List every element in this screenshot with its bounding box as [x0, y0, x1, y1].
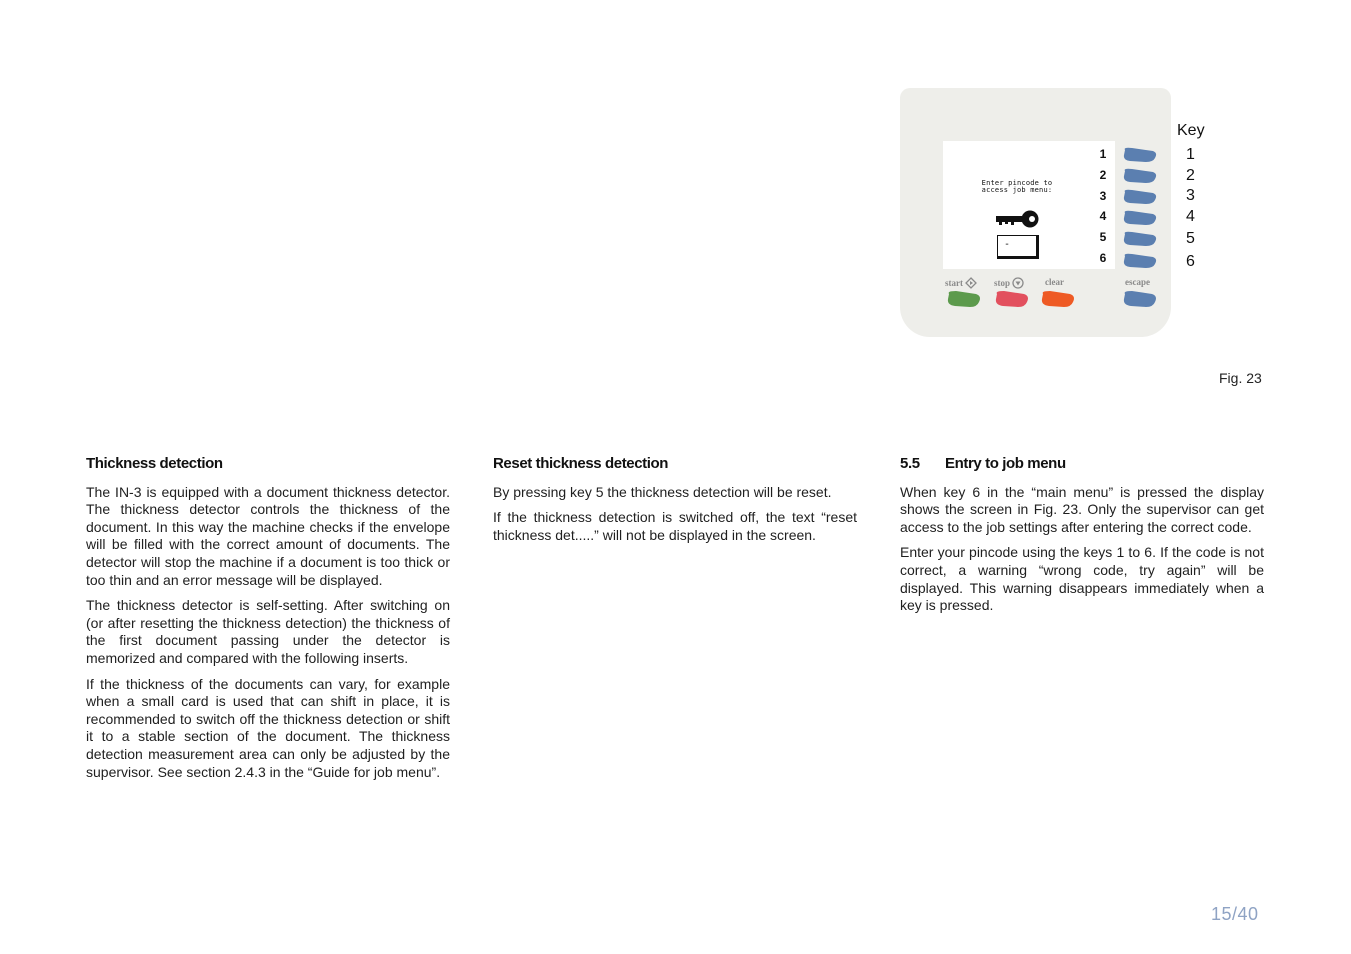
paragraph: The IN-3 is equipped with a document thickness detector. The thickness detector controls the thickness of the document. In this way the machine checks if the envelope will be filled with the correct amount of documents. The detector will stop the machine if a document is too thick or too thin and an error message will be displayed. — [86, 483, 450, 588]
screen-number-2: 2 — [1099, 168, 1107, 182]
key-legend-item: 5 — [1186, 230, 1195, 247]
key-legend-title: Key — [1177, 122, 1205, 139]
paragraph: If the thickness detection is switched off, the text “reset thickness det.....” will not be displayed in the screen. — [493, 509, 857, 543]
key-legend-item: 3 — [1186, 187, 1195, 204]
screen-prompt — [976, 180, 1058, 194]
stop-label — [994, 277, 1024, 289]
section-heading: Reset thickness detection — [493, 455, 669, 472]
escape-label — [1125, 277, 1150, 287]
section-heading — [900, 455, 1264, 473]
screen-number-1: 1 — [1099, 147, 1107, 161]
screen-number-6: 6 — [1099, 251, 1107, 265]
column-entry-job-menu — [900, 455, 1264, 623]
start-label-text: start — [945, 278, 963, 288]
section-number: 5.5 — [900, 455, 920, 472]
stop-label-text: stop — [994, 278, 1011, 288]
screen-prompt-line2: access job menu: — [981, 186, 1053, 194]
screen-number-4: 4 — [1099, 209, 1107, 223]
key-legend-item: 1 — [1186, 146, 1195, 163]
clear-label-text: clear — [1045, 277, 1064, 287]
section-heading-text: Entry to job menu — [945, 455, 1066, 472]
stop-circle-icon — [1012, 277, 1024, 289]
key-legend-item: 2 — [1186, 167, 1195, 184]
side-button-3[interactable] — [1122, 189, 1158, 205]
screen-prompt-line1: Enter pincode to — [981, 179, 1053, 187]
section-heading: Thickness detection — [86, 455, 223, 472]
paragraph: When key 6 in the “main menu” is pressed the display shows the screen in Fig. 23. Only the supervisor can get access to the job settings after entering the correct code. — [900, 483, 1264, 535]
clear-label — [1045, 277, 1064, 287]
side-button-2[interactable] — [1122, 168, 1158, 184]
escape-button[interactable] — [1122, 290, 1158, 308]
start-diamond-icon — [965, 277, 977, 289]
paragraph: The thickness detector is self-setting. After switching on (or after resetting the thickness detection) the thickness of the first document passing under the detector is memorized and compared with the following inserts. — [86, 597, 450, 666]
side-button-5[interactable] — [1122, 231, 1158, 247]
side-button-6[interactable] — [1122, 253, 1158, 269]
stop-button[interactable] — [994, 290, 1030, 308]
screen-number-3: 3 — [1099, 189, 1107, 203]
clear-button[interactable] — [1040, 290, 1076, 308]
start-button[interactable] — [946, 290, 982, 308]
pincode-input[interactable]: - — [997, 235, 1039, 259]
column-reset-thickness — [493, 455, 857, 552]
paragraph: If the thickness of the documents can vary, for example when a small card is used that can shift in place, it is recommended to switch off the thickness detection or shift it to a stable section of the document. The thickness detection measurement area can only be adjusted by the supervisor. See section 2.4.3 in the “Guide for job menu”. — [86, 675, 450, 780]
key-legend-item: 4 — [1186, 208, 1195, 225]
side-button-1[interactable] — [1122, 147, 1158, 163]
page-number: 15/40 — [1211, 904, 1259, 924]
escape-label-text: escape — [1125, 277, 1150, 287]
side-button-4[interactable] — [1122, 210, 1158, 226]
paragraph: Enter your pincode using the keys 1 to 6. If the code is not correct, a warning “wrong code, try again” will be displayed. This warning disappears immediately when a key is pressed. — [900, 544, 1264, 614]
paragraph: By pressing key 5 the thickness detection will be reset. — [493, 483, 832, 500]
key-legend-item: 6 — [1186, 253, 1195, 270]
column-thickness-detection — [86, 455, 450, 789]
screen-number-5: 5 — [1099, 230, 1107, 244]
start-label — [945, 277, 977, 289]
key-icon — [995, 209, 1041, 229]
figure-caption: Fig. 23 — [1219, 370, 1262, 386]
